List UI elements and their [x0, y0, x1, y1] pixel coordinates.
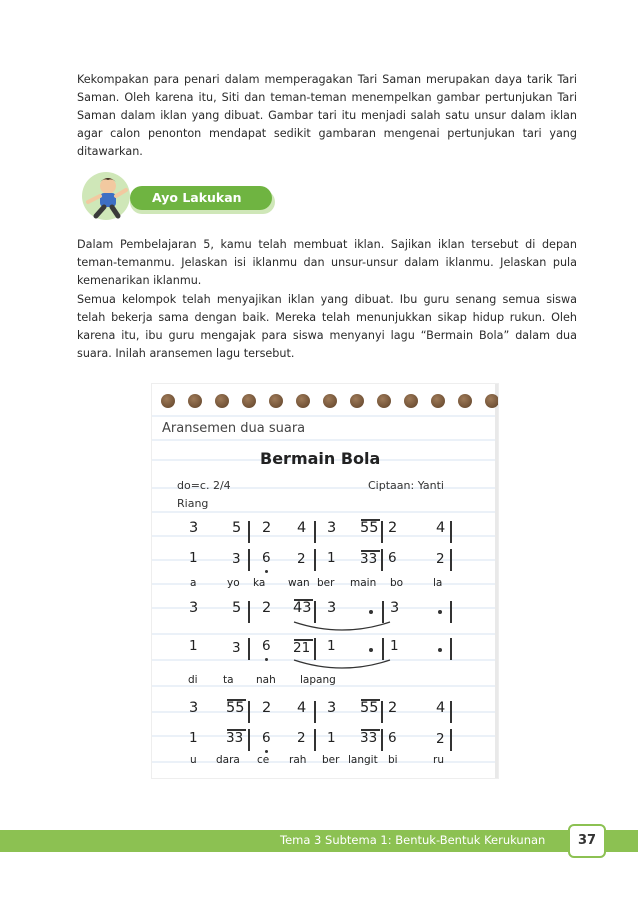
hold-dot — [369, 610, 373, 614]
note: 3 — [390, 600, 400, 616]
note: 6 — [388, 730, 397, 746]
lower-octave-dot — [265, 658, 268, 661]
binder-hole — [269, 394, 283, 408]
note: 5 — [232, 520, 242, 536]
lyric: ber — [317, 577, 335, 589]
note: 2 — [262, 700, 272, 716]
lyric: ru — [433, 754, 444, 766]
note: 3 — [232, 640, 241, 656]
lyric: rah — [289, 754, 307, 766]
note: 3 — [189, 700, 199, 716]
note: 55 — [226, 700, 245, 716]
note: 1 — [189, 730, 198, 746]
note: 55 — [360, 520, 379, 536]
bar-line — [450, 701, 452, 723]
lyric: wan — [288, 577, 310, 589]
lyric: bi — [388, 754, 398, 766]
note: 1 — [327, 638, 336, 654]
song-composer-cont: Riang — [177, 497, 209, 510]
note: 2 — [297, 551, 306, 567]
lyric: bo — [390, 577, 404, 589]
lyric: yo — [227, 577, 240, 589]
note: 6 — [262, 730, 271, 746]
hold-dot — [438, 648, 442, 652]
beam — [294, 599, 313, 601]
bar-line — [248, 549, 250, 571]
binder-hole — [431, 394, 445, 408]
note: 43 — [293, 600, 312, 616]
lyric: ta — [223, 674, 234, 686]
binder-hole — [485, 394, 498, 408]
bar-line — [248, 521, 250, 543]
binder-hole — [458, 394, 472, 408]
beam — [361, 550, 380, 552]
hold-dot — [369, 648, 373, 652]
beam — [294, 639, 313, 641]
bar-line — [450, 601, 452, 623]
note: 1 — [189, 550, 198, 566]
bar-line — [248, 729, 250, 751]
bar-line — [314, 521, 316, 543]
banner-label: Ayo Lakukan — [152, 190, 242, 205]
beam — [227, 729, 246, 731]
bar-line — [381, 701, 383, 723]
beam — [361, 519, 380, 521]
note: 2 — [297, 730, 306, 746]
note: 5 — [232, 600, 242, 616]
bar-line — [314, 701, 316, 723]
score-notebook — [152, 384, 498, 778]
note: 21 — [293, 640, 311, 656]
bar-line — [450, 549, 452, 571]
note: 1 — [390, 638, 399, 654]
note: 3 — [189, 520, 199, 536]
lyric: u — [190, 754, 197, 766]
binder-hole — [350, 394, 364, 408]
lyric: la — [433, 577, 443, 589]
bar-line — [450, 729, 452, 751]
note: 2 — [436, 731, 445, 747]
score-subtitle: Aransemen dua suara — [162, 421, 306, 436]
note: 4 — [297, 700, 307, 716]
lyric: langit — [348, 754, 378, 766]
notebook-edge — [495, 384, 498, 778]
intro-paragraph: Kekompakan para penari dalam memperagakan Tari Saman merupakan daya tarik Tari Saman. Oleh karena itu, Siti dan teman-teman menempelkan gambar pertunjukan Tari Saman dalam iklan yang dibuat. Gambar tari itu menjadi salah satu unsur dalam iklan agar calon penonton mendapat sedikit gambaran mengenai pertunjukan tari yang ditawarkan. — [77, 73, 577, 158]
song-intro-paragraph: Semua kelompok telah menyajikan iklan yang dibuat. Ibu guru senang semua siswa telah bekerja sama dengan baik. Mereka telah menunjukkan sikap hidup rukun. Oleh karena itu, ibu guru mengajak para siswa menyanyi lagu “Bermain Bola” dalam dua suara. Inilah aransemen lagu tersebut. — [77, 293, 577, 360]
beam — [227, 699, 246, 701]
note: 4 — [436, 520, 446, 536]
note: 6 — [262, 638, 271, 654]
bar-line — [248, 601, 250, 623]
page-footer — [0, 818, 638, 866]
note: 33 — [360, 730, 378, 746]
song-key: do=c. 2/4 — [177, 479, 231, 492]
note: 6 — [388, 550, 397, 566]
song-title: Bermain Bola — [260, 449, 381, 468]
bar-line — [382, 638, 384, 660]
lyric: nah — [256, 674, 276, 686]
bar-line — [381, 549, 383, 571]
bar-line — [314, 729, 316, 751]
page-number: 37 — [568, 824, 606, 858]
binder-hole — [188, 394, 202, 408]
task-paragraph: Dalam Pembelajaran 5, kamu telah membuat iklan. Sajikan iklan tersebut di depan teman-temanmu. Jelaskan isi iklanmu dan unsur-unsur dalam iklanmu. Jelaskan pula kemenarikan iklanmu. — [77, 238, 577, 287]
note: 2 — [436, 551, 445, 567]
lyric: a — [190, 577, 197, 589]
bar-line — [314, 638, 316, 660]
binder-hole — [215, 394, 229, 408]
bar-line — [450, 521, 452, 543]
note: 33 — [360, 551, 378, 567]
slur-arc — [292, 658, 392, 672]
note: 3 — [327, 600, 337, 616]
note: 1 — [327, 730, 336, 746]
note: 2 — [388, 520, 398, 536]
note: 2 — [388, 700, 398, 716]
lower-octave-dot — [265, 570, 268, 573]
hold-dot — [438, 610, 442, 614]
note: 3 — [189, 600, 199, 616]
beam — [361, 729, 380, 731]
lyric: ce — [257, 754, 270, 766]
slur-arc — [292, 620, 392, 634]
lyric: dara — [216, 754, 240, 766]
note: 3 — [232, 551, 241, 567]
binder-hole — [323, 394, 337, 408]
binder-hole — [296, 394, 310, 408]
binder-hole — [404, 394, 418, 408]
bar-line — [381, 729, 383, 751]
bar-line — [314, 549, 316, 571]
lyric: ber — [322, 754, 340, 766]
binder-hole — [242, 394, 256, 408]
note: 3 — [327, 520, 337, 536]
note: 33 — [226, 730, 244, 746]
lyric: lapang — [300, 674, 336, 686]
lower-octave-dot — [265, 750, 268, 753]
note: 2 — [262, 520, 272, 536]
note: 3 — [327, 700, 337, 716]
note: 1 — [327, 550, 336, 566]
lyric: main — [350, 577, 377, 589]
binder-hole — [377, 394, 391, 408]
bar-line — [450, 638, 452, 660]
song-composer: Ciptaan: Yanti — [368, 479, 444, 492]
lyric: di — [188, 674, 198, 686]
note: 1 — [189, 638, 198, 654]
binder-hole — [161, 394, 175, 408]
note: 4 — [297, 520, 307, 536]
bar-line — [381, 521, 383, 543]
note: 4 — [436, 700, 446, 716]
beam — [361, 699, 380, 701]
note: 2 — [262, 600, 272, 616]
child-illustration-icon — [78, 172, 148, 220]
lyric: ka — [253, 577, 266, 589]
bar-line — [248, 638, 250, 660]
footer-theme-text: Tema 3 Subtema 1: Bentuk-Bentuk Kerukunan — [280, 833, 546, 847]
note: 6 — [262, 550, 271, 566]
ayo-lakukan-banner — [78, 172, 273, 220]
bar-line — [248, 701, 250, 723]
note: 55 — [360, 700, 379, 716]
